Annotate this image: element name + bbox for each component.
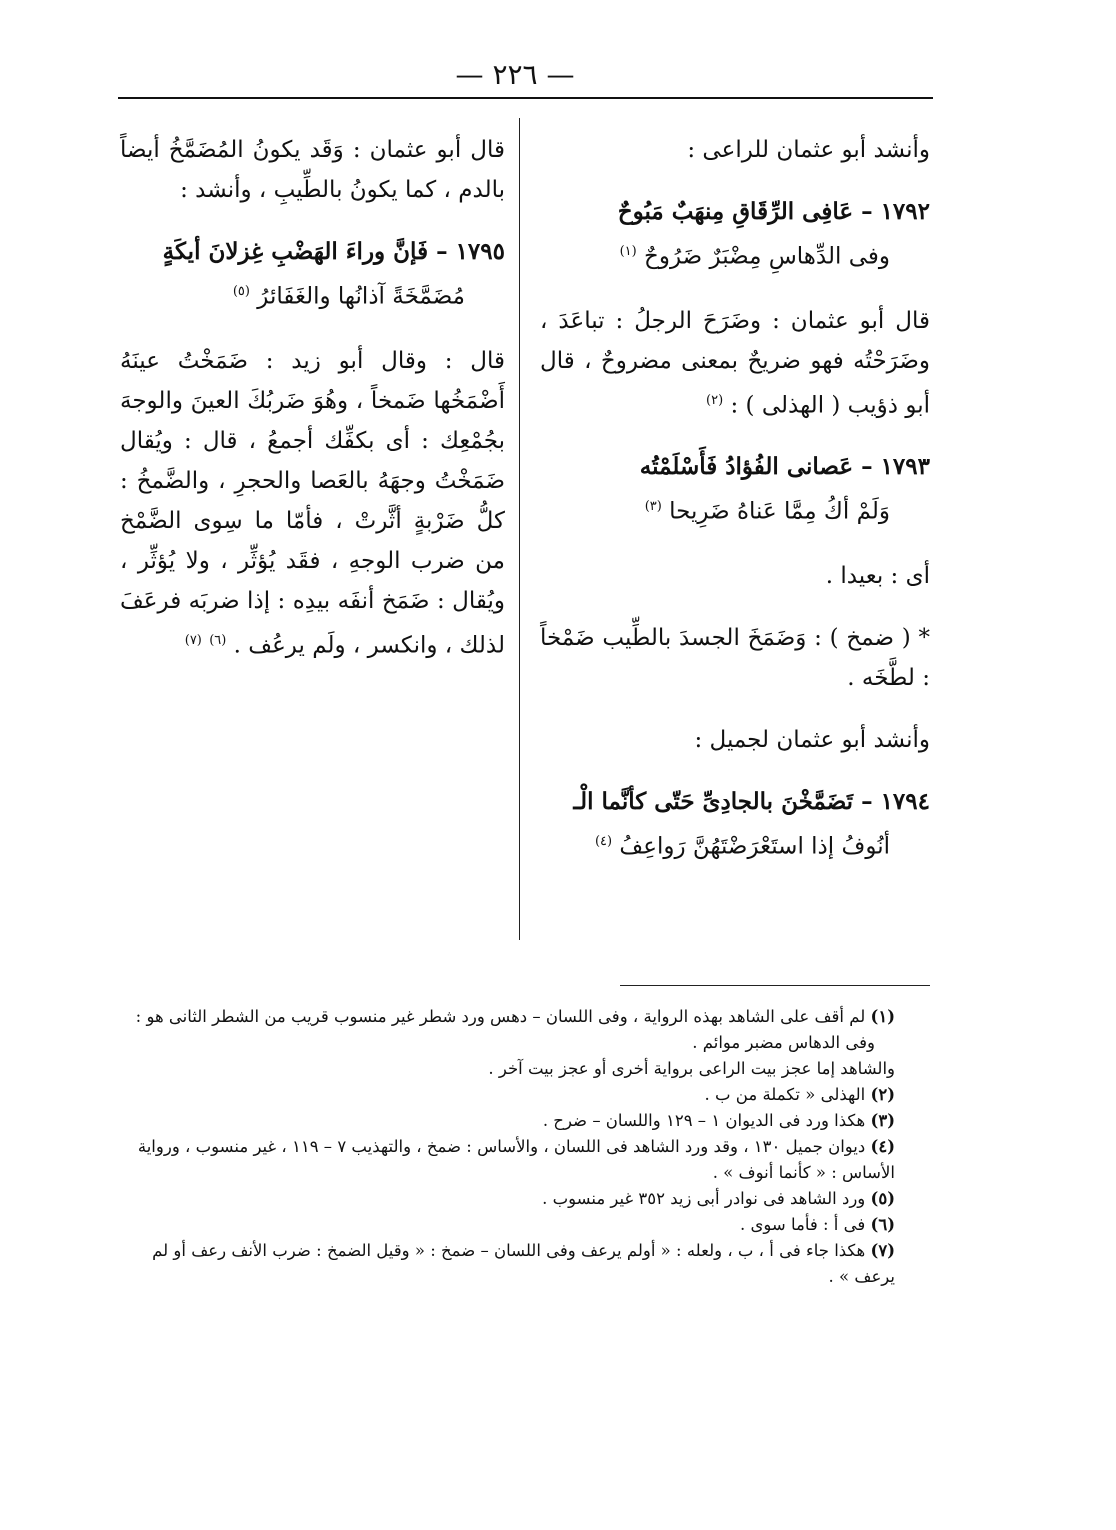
paragraph: وأنشد أبو عثمان لجميل : <box>694 726 930 753</box>
footnote-ref: (٢) <box>706 392 724 408</box>
footnote-continuation: وفى الدهاس مضبر موائم . <box>692 1033 875 1052</box>
paragraph: قال : وقال أبو زيد : ضَمَخْتُ عينَهُ أَضْمَخُها ضَمخاً ، وهُوَ ضَربُكَ العينَ والوجهَ بجُمْعِك : أى بكفِّك أجمعُ ، قال : ويُقال ضَمَخْتُ وجهَهُ بالعَصا والحجرِ ، والضَّمخُ : كلُّ ضَرْبةٍ أثَّرتْ ، فأمّا ما سِوى الضَّمْخ من ضرب الوجهِ ، فقَد يُؤثِّر ، ولا يُؤثِّر ، ويُقال : ضَمَخ أنفَه بيدِه : إذا ضربَه فرعَفَ لذلك ، وانكسر ، ولَم يرعُف . $^{(٦)}$ $^{(٧)}$ <box>120 347 505 659</box>
paragraph: أى : بعيدا . <box>825 562 930 589</box>
verse <box>540 782 930 867</box>
footnote: (٧) هكذا جاء فى أ ، ب ، ولعله : « أولم يرعف وفى اللسان – ضمخ : « وقيل الضمخ : ضرب الأنف رعف أو لم يرعف » . <box>152 1241 895 1286</box>
footnote-number: (٦) <box>870 1215 895 1234</box>
footnote: (٥) ورد الشاهد فى نوادر أبى زيد ٣٥٢ غير منسوب . <box>542 1189 895 1208</box>
footnote-number: (١) <box>870 1007 895 1026</box>
footnotes-rule <box>620 985 930 986</box>
verse-second-hemistich: أنُوفُ إذا استَعْرَضْتَهُنَّ رَواعِفُ $^{(٤)}$ <box>594 833 890 860</box>
right-column <box>540 130 930 891</box>
paragraph: * ( ضمخ ) : وَضَمَخَ الجسدَ بالطِّيب ضَمْخاً : لطَّخَه . <box>540 624 930 691</box>
footnote-number: (٧) <box>870 1241 895 1260</box>
verse-first-hemistich: ١٧٩٥ – فَإنَّ وراءَ الهَضْبِ غِزلانَ أيكَةٍ <box>162 238 505 265</box>
footnote-ref: (٣) <box>644 499 662 515</box>
footnote: (١) لم أقف على الشاهد بهذه الرواية ، وفى اللسان – دهس ورد شطر غير منسوب قريب من الشطر الثانى هو : <box>135 1007 895 1026</box>
header-rule <box>118 97 933 99</box>
footnote-ref: (٦) <box>209 632 227 648</box>
footnote-number: (٣) <box>870 1111 895 1130</box>
footnote-number: (٢) <box>870 1085 895 1104</box>
verse <box>540 192 930 277</box>
verse-second-hemistich: وفى الدِّهاسِ مِضْبَرٌ ضَرُوحٌ $^{(١)}$ <box>619 243 890 270</box>
footnote: (٣) هكذا ورد فى الديوان ١ – ١٢٩ واللسان – ضرح . <box>542 1111 895 1130</box>
verse-second-hemistich: مُضَمَّخَةً آذانُها والغَفَائرُ $^{(٥)}$ <box>232 283 465 310</box>
page-number: — ٢٢٦ — <box>455 58 575 91</box>
verse <box>120 232 505 317</box>
verse-first-hemistich: ١٧٩٢ – عَافِى الرِّقَاقِ مِنهَبٌ مَبُوحٌ <box>617 198 930 225</box>
verse <box>540 447 930 532</box>
paragraph: قال أبو عثمان : وَقَد يكونُ المُضَمَّخُ أيضاً بالدم ، كما يكونُ بالطِّيبِ ، وأنشد : <box>120 137 505 203</box>
footnotes <box>120 1004 895 1290</box>
verse-first-hemistich: ١٧٩٣ – عَصانى الفُؤادُ فَأَسْلَمْتُه <box>639 453 930 481</box>
footnote: والشاهد إما عجز بيت الراعى برواية أخرى أو عجز بيت آخر . <box>488 1059 895 1078</box>
footnote-ref: (١) <box>619 244 637 259</box>
left-column <box>120 130 505 687</box>
paragraph: وأنشد أبو عثمان للراعى : <box>687 137 930 163</box>
footnote-ref: (٤) <box>594 833 613 849</box>
paragraph: قال أبو عثمان : وضَرَحَ الرجلُ : تباعَدَ ، وضَرَحْتُه فهو ضريحٌ بمعنى مضروحٌ ، قال أبو ذؤيب ( الهذلى ) : $^{(٢)}$ <box>540 307 930 419</box>
footnote-ref: (٧) <box>184 632 202 648</box>
footnote-number: (٤) <box>870 1137 895 1156</box>
column-divider <box>519 118 520 940</box>
verse-second-hemistich: وَلَمْ أكُ مِمَّا عَناهُ ضَرِيحا $^{(٣)}$ <box>644 498 890 525</box>
footnote-number: (٥) <box>870 1189 895 1208</box>
footnote-ref: (٥) <box>232 284 250 299</box>
verse-first-hemistich: ١٧٩٤ – تَضَمَّخْنَ بالجادِىِّ حَتّى كأنَّما الْـ <box>573 787 930 815</box>
footnote: (٤) ديوان جميل ١٣٠ ، وقد ورد الشاهد فى اللسان ، والأساس : ضمخ ، والتهذيب ٧ – ١١٩ ، غير منسوب ، ورواية الأساس : « كأنما أنوف » . <box>137 1137 895 1182</box>
footnote: (٢) الهذلى « تكملة من ب . <box>704 1085 895 1104</box>
footnote: (٦) فى أ : فأما سوى . <box>739 1215 895 1234</box>
